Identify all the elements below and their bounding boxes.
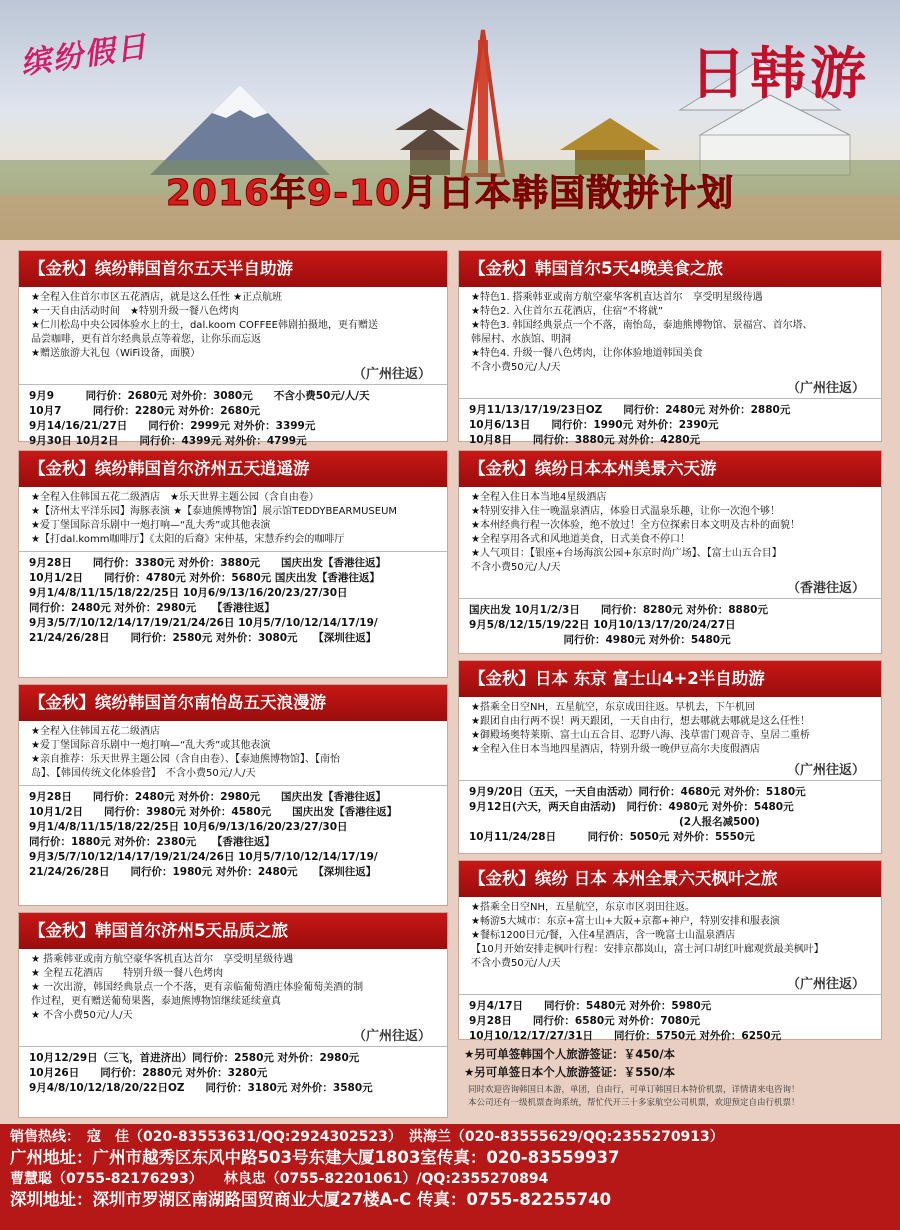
note-line: 同时欢迎咨询韩国日本游，单团，自由行，可单订韩国日本特价机票，详情请来电咨询！	[468, 1085, 800, 1095]
card-title: 【金秋】缤纷韩国首尔南怡岛五天浪漫游	[19, 685, 447, 721]
price-line: (2人报名减500)	[469, 816, 760, 828]
price-line: 9月1/4/8/11/15/18/22/25日 10月6/9/13/16/20/23/27/30日	[29, 821, 348, 833]
feature-list	[19, 287, 447, 363]
guangzhou-address: 广州地址：广州市越秀区东风中路503号东建大厦1803室传真：020-83559937	[10, 1148, 620, 1167]
feature-line: ★仁川松岛中央公园体验水上的士，dal.koom COFFEE韩剧拍摄地，更有赠送	[31, 320, 378, 331]
page-title: 2016年9-10月日本韩国散拼计划	[165, 173, 735, 214]
price-line: 10月10/12/17/27/31日 同行价：5750元 对外价：6250元	[469, 1030, 782, 1042]
price-line: 9月11/13/17/19/23日OZ 同行价：2480元 对外价：2880元	[469, 404, 791, 416]
shenzhen-contacts: 曹慧聪（0755-82176293） 林良忠（0755-82201061）/QQ:2355270894	[10, 1171, 549, 1187]
price-line: 9月3/5/7/10/12/14/17/19/21/24/26日 10月5/7/10/12/14/17/19/	[29, 851, 378, 863]
visa-korea: ★另可单签韩国个人旅游签证：￥450/本	[464, 1047, 676, 1061]
feature-line: ★全程享用各式和风地道美食，日式美食不停口！	[471, 534, 690, 545]
feature-line: 【10月开始安排走枫叶行程：安排京都岚山，富士河口胡红叶廊观赏最美枫叶】	[471, 944, 824, 955]
price-line: 9月30日 10月2日 同行价：4399元 对外价：4799元	[29, 435, 307, 447]
price-line: 9月9/20日（五天，一天自由活动）同行价：4680元 对外价：5180元	[469, 786, 806, 798]
brand-title: 日韩游	[690, 41, 870, 107]
feature-list	[459, 697, 881, 759]
feature-line: ★全程入住韩国五花二级酒店 ★乐天世界主题公园（含自由卷）	[31, 492, 319, 503]
feature-list	[459, 487, 881, 577]
price-line: 9月1/4/8/11/15/18/22/25日 10月6/9/13/16/20/23/27/30日	[29, 587, 348, 599]
route-label: （广州往返）	[786, 381, 865, 396]
price-line: 21/24/26/28日 同行价：2580元 对外价：3080元 【深圳往返】	[29, 632, 377, 644]
feature-list	[459, 287, 881, 377]
price-line: 同行价：4980元 对外价：5480元	[469, 634, 731, 646]
route-label: （广州往返）	[352, 1029, 431, 1044]
price-line: 9月4/8/10/12/18/20/22日OZ 同行价：3180元 对外价：3580元	[29, 1082, 373, 1094]
visa-japan: ★另可单签日本个人旅游签证：￥550/本	[464, 1065, 676, 1079]
price-line: 9月12日(六天，两天自由活动) 同行价：4980元 对外价：5480元	[469, 801, 794, 813]
feature-line: ★爱丁堡国际音乐剧中一炮打响—“乱大秀”或其他表演	[31, 740, 271, 751]
note-line: 本公司还有一级机票查询系统，帮忙代开三十多家航空公司机票，欢迎预定自由行机票！	[468, 1098, 800, 1108]
tour-card-c2	[18, 450, 448, 678]
feature-line: 不含小费50元/人/天	[471, 362, 561, 373]
price-list	[459, 398, 881, 450]
route-label: （广州往返）	[352, 367, 431, 382]
price-line: 10月1/2日 同行价：4780元 对外价：5680元 国庆出发【香港往返】	[29, 572, 380, 584]
price-list	[459, 780, 881, 847]
feature-line: ★亲自推荐：乐天世界主题公园（含自由卷）、【泰迪熊博物馆】、【南怡	[31, 754, 340, 765]
tour-card-c4	[18, 912, 448, 1118]
card-title: 【金秋】缤纷日本本州美景六天游	[459, 451, 881, 487]
feature-line: ★全程入住首尔市区五花酒店，就是这么任性 ★正点航班	[31, 292, 283, 303]
feature-line: ★ 一次出游，韩国经典景点一个不落，更有亲临葡萄酒庄体验葡萄美酒的制	[31, 982, 364, 993]
price-line: 10月26日 同行价：2880元 对外价：3280元	[29, 1067, 268, 1079]
price-line: 9月28日 同行价：2480元 对外价：2980元 国庆出发【香港往返】	[29, 791, 387, 803]
price-list	[19, 384, 447, 451]
feature-line: 岛】、【韩国传统文化体验营】 不含小费50元/人/天	[31, 768, 256, 779]
feature-line: ★赠送旅游大礼包（WiFi设备，面膜）	[31, 348, 201, 359]
card-title: 【金秋】韩国首尔济州5天品质之旅	[19, 913, 447, 949]
feature-list	[19, 721, 447, 783]
feature-line: ★搭乘全日空NH，五星航空，东京市区羽田往返。	[471, 902, 695, 913]
tour-card-c6	[458, 450, 882, 654]
brand-logo: 缤纷假日	[18, 29, 151, 82]
price-line: 10月6/13日 同行价：1990元 对外价：2390元	[469, 419, 719, 431]
feature-line: 韩屋村、水族馆、明洞	[471, 334, 571, 345]
price-line: 同行价：1880元 对外价：2380元 【香港往返】	[29, 836, 275, 848]
feature-line: ★全程入住日本当地四星酒店，特别升级一晚伊豆高尔夫度假酒店	[471, 744, 760, 755]
tour-card-c1	[18, 250, 448, 447]
feature-line: ★本州经典行程一次体验，绝不放过！全方位探索日本文明及古朴的面貌！	[471, 520, 800, 531]
price-line: 9月9 同行价：2680元 对外价：3080元 不含小费50元/人/天	[29, 390, 370, 402]
feature-line: ★特别安排入住一晚温泉酒店，体验日式温泉乐趣，让你一次泡个够！	[471, 506, 780, 517]
feature-line: ★【济州太平洋乐园】海豚表演 ★【泰迪熊博物馆】展示馆TEDDYBEARMUSEUM	[31, 506, 398, 517]
header-banner	[0, 0, 900, 240]
price-line: 国庆出发 10月1/2/3日 同行价：8280元 对外价：8880元	[469, 604, 768, 616]
tour-card-c8	[458, 860, 882, 1040]
feature-line: ★一天自由活动时间 ★特别升级一餐八色烤肉	[31, 306, 239, 317]
feature-line: 作过程，更有赠送葡萄果酱，泰迪熊博物馆继续延续童真	[31, 996, 281, 1007]
card-title: 【金秋】缤纷韩国首尔济州五天逍遥游	[19, 451, 447, 487]
feature-line: 不含小费50元/人/天	[471, 562, 561, 573]
price-line: 9月28日 同行价：6580元 对外价：7080元	[469, 1015, 701, 1027]
card-title: 【金秋】缤纷韩国首尔五天半自助游	[19, 251, 447, 287]
feature-line: ★畅游5大城市：东京+富士山+大阪+京都+神户，特别安排和服表演	[471, 916, 780, 927]
price-line: 9月3/5/7/10/12/14/17/19/21/24/26日 10月5/7/10/12/14/17/19/	[29, 617, 378, 629]
price-list	[19, 1046, 447, 1098]
price-list	[19, 785, 447, 882]
feature-line: 不含小费50元/人/天	[471, 958, 561, 969]
price-line: 9月14/16/21/27日 同行价：2999元 对外价：3399元	[29, 420, 316, 432]
sales-hotline: 销售热线： 寇 佳（020-83553631/QQ:2924302523） 洪海兰（020-83555629/QQ:2355270913）	[10, 1129, 724, 1145]
price-list	[459, 598, 881, 650]
price-list	[459, 994, 881, 1046]
tour-card-c3	[18, 684, 448, 906]
price-line: 10月7 同行价：2280元 对外价：2680元	[29, 405, 261, 417]
feature-line: ★餐标1200日元/餐，入住4星酒店，含一晚富士山温泉酒店	[471, 930, 736, 941]
feature-line: ★人气项目：【银座+台场海滨公园+东京时尚广场】、【富士山五合目】	[471, 548, 782, 559]
price-list	[19, 551, 447, 648]
feature-line: ★ 搭乘韩亚或南方航空豪华客机直达首尔 享受明星级待遇	[31, 954, 294, 965]
feature-list	[19, 487, 447, 549]
price-line: 同行价：2480元 对外价：2980元 【香港往返】	[29, 602, 275, 614]
feature-line: ★跟团自由行两不误！两天跟团，一天自由行，想去哪就去哪就是这么任性！	[471, 716, 810, 727]
feature-line: ★爱丁堡国际音乐剧中一炮打响—“乱大秀”或其他表演	[31, 520, 271, 531]
price-line: 10月1/2日 同行价：3980元 对外价：4580元 国庆出发【香港往返】	[29, 806, 398, 818]
contact-footer	[0, 1124, 900, 1230]
feature-line: ★全程入住日本当地4星级酒店	[471, 492, 607, 503]
feature-list	[19, 949, 447, 1025]
card-title: 【金秋】缤纷 日本 本州全景六天枫叶之旅	[459, 861, 881, 897]
route-label: （广州往返）	[786, 763, 865, 778]
feature-line: ★特色1. 搭乘韩亚或南方航空豪华客机直达首尔 享受明星级待遇	[471, 292, 763, 303]
feature-line: ★特色3. 韩国经典景点一个不落，南怡岛，泰迪熊博物馆、景福宫、首尔塔、	[471, 320, 813, 331]
feature-line: ★特色2. 入住首尔五花酒店，住宿“不将就”	[471, 306, 664, 317]
feature-line: ★搭乘全日空NH，五星航空，东京成田往返。早机去，下午机回	[471, 702, 755, 713]
route-label: （香港往返）	[786, 581, 865, 596]
feature-line: ★ 全程五花酒店 特别升级一餐八色烤肉	[31, 968, 224, 979]
tour-card-c7	[458, 660, 882, 854]
feature-line: ★全程入住韩国五花二级酒店	[31, 726, 160, 737]
feature-line: ★特色4. 升级一餐八色烤肉，让你体验地道韩国美食	[471, 348, 703, 359]
feature-line: ★御殿场奥特莱斯、富士山五合目、忍野八海、浅草雷门观音寺、皇居二重桥	[471, 730, 810, 741]
price-line: 9月4/17日 同行价：5480元 对外价：5980元	[469, 1000, 712, 1012]
price-line: 10月12/29日（三飞，首进济出）同行价：2580元 对外价：2980元	[29, 1052, 360, 1064]
card-title: 【金秋】日本 东京 富士山4+2半自助游	[459, 661, 881, 697]
price-line: 9月5/8/12/15/19/22日 10月10/13/17/20/24/27日	[469, 619, 736, 631]
price-line: 10月8日 同行价：3880元 对外价：4280元	[469, 434, 701, 446]
shenzhen-address: 深圳地址：深圳市罗湖区南湖路国贸商业大厦27楼A-C 传真：0755-82255740	[10, 1190, 612, 1209]
feature-list	[459, 897, 881, 973]
card-title: 【金秋】韩国首尔5天4晚美食之旅	[459, 251, 881, 287]
feature-line: ★ 不含小费50元/人/天	[31, 1010, 133, 1021]
tour-card-c5	[458, 250, 882, 446]
route-label: （广州往返）	[786, 977, 865, 992]
price-line: 21/24/26/28日 同行价：1980元 对外价：2480元 【深圳往返】	[29, 866, 377, 878]
price-line: 10月11/24/28日 同行价：5050元 对外价：5550元	[469, 831, 755, 843]
feature-line: 品尝咖啡，更有首尔经典景点等着您，让你乐而忘返	[31, 334, 261, 345]
feature-line: ★【打dal.komm咖啡厅】《太阳的后裔》宋仲基，宋慧乔约会的咖啡厅	[31, 534, 345, 545]
price-line: 9月28日 同行价：3380元 对外价：3880元 国庆出发【香港往返】	[29, 557, 387, 569]
